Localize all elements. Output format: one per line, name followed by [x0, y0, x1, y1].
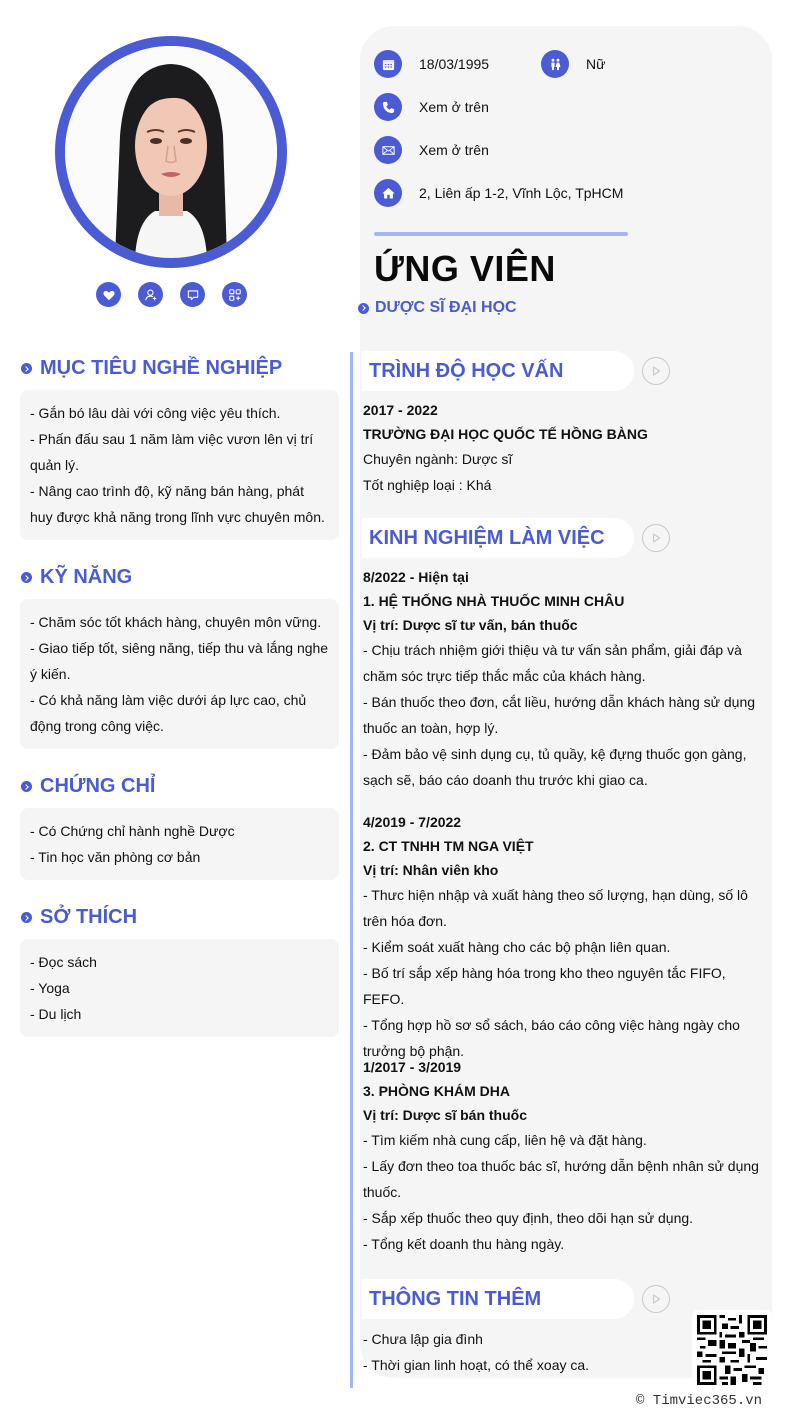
certificates-heading [21, 775, 155, 798]
chevron-circle-icon [21, 572, 32, 583]
job-position: Vị trí: Dược sĩ tư vấn, bán thuốc [363, 617, 578, 633]
experience-item [363, 810, 763, 1064]
job-duty: - Tổng kết doanh thu hàng ngày. [363, 1236, 565, 1252]
birthday-value: 18/03/1995 [419, 56, 490, 72]
skills-heading [21, 566, 132, 589]
job-duty: - Tìm kiếm nhà cung cấp, liên hệ và đặt hàng. [363, 1132, 647, 1148]
education-grade: Tốt nghiệp loại : Khá [363, 477, 492, 493]
hobbies-line: - Đọc sách [30, 954, 97, 970]
play-icon [650, 365, 662, 377]
social-actions [96, 282, 247, 307]
job-position: Vị trí: Dược sĩ bán thuốc [363, 1107, 527, 1123]
chevron-circle-icon [21, 912, 32, 923]
objective-line: - Phấn đấu sau 1 năm làm việc vươn lên vị trí quản lý. [30, 431, 314, 473]
education-block [363, 398, 763, 498]
avatar [55, 36, 287, 268]
phone-row [374, 93, 489, 121]
education-school: TRƯỜNG ĐẠI HỌC QUỐC TẾ HỒNG BÀNG [363, 426, 648, 442]
job-duty: - Sắp xếp thuốc theo quy định, theo dõi hạn sử dụng. [363, 1210, 694, 1226]
job-title [358, 299, 517, 317]
heart-icon [102, 288, 116, 302]
candidate-name: ỨNG VIÊN [374, 248, 556, 289]
job-duty: - Thưc hiện nhập và xuất hàng theo số lượng, hạn dùng, số lô trên hóa đơn. [363, 887, 748, 929]
more-button[interactable] [222, 282, 247, 307]
name-divider [374, 232, 628, 236]
like-button[interactable] [96, 282, 121, 307]
skills-line: - Có khả năng làm việc dưới áp lực cao, chủ động trong công việc. [30, 692, 307, 734]
play-icon [650, 1293, 662, 1305]
hobbies-line: - Yoga [30, 980, 70, 996]
skills-line: - Giao tiếp tốt, siêng năng, tiếp thu và lắng nghe ý kiến. [30, 640, 329, 682]
certificates-line: - Có Chứng chỉ hành nghề Dược [30, 823, 235, 839]
job-duty: - Đảm bảo vệ sinh dụng cụ, tủ quầy, kệ đựng thuốc gọn gàng, sạch sẽ, báo cáo doanh thu trước khi giao ca. [363, 746, 747, 788]
objective-line: - Nâng cao trình độ, kỹ năng bán hàng, phát huy được khả năng trong lĩnh vực chuyên môn. [30, 483, 325, 525]
address-value: 2, Liên ấp 1-2, Vĩnh Lộc, TpHCM [419, 185, 624, 201]
skills-title: KỸ NĂNG [40, 566, 133, 588]
skills-line: - Chăm sóc tốt khách hàng, chuyên môn vững. [30, 614, 322, 630]
hobbies-title: SỞ THÍCH [40, 906, 138, 928]
follow-button[interactable] [138, 282, 163, 307]
chat-icon [186, 288, 200, 302]
home-icon [374, 179, 402, 207]
certificates-line: - Tin học văn phòng cơ bản [30, 849, 201, 865]
job-position: Vị trí: Nhân viên kho [363, 862, 499, 878]
experience-title: KINH NGHIỆM LÀM VIỆC [369, 526, 605, 549]
job-duty: - Bán thuốc theo đơn, cắt liều, hướng dẫn khách hàng sử dụng thuốc an toàn, hợp lý. [363, 694, 756, 736]
chevron-circle-icon [21, 781, 32, 792]
phone-icon [374, 93, 402, 121]
certificates-box [20, 808, 339, 880]
hobbies-heading [21, 906, 137, 929]
chevron-circle-icon [358, 303, 369, 314]
additional-line: - Chưa lập gia đình [363, 1331, 483, 1347]
job-title-text: DƯỢC SĨ ĐẠI HỌC [375, 299, 517, 316]
experience-item [363, 1055, 763, 1257]
education-heading [362, 351, 634, 391]
job-duty: - Tổng hợp hồ sơ sổ sách, báo cáo công việc hàng ngày cho trưởng bộ phận. [363, 1017, 740, 1059]
hobbies-box [20, 939, 339, 1037]
additional-heading [362, 1279, 634, 1319]
gender-value: Nữ [586, 56, 606, 72]
hobbies-line: - Du lịch [30, 1006, 82, 1022]
email-row [374, 136, 489, 164]
qr-code[interactable] [692, 1310, 772, 1390]
birthday-row [374, 50, 489, 78]
play-icon [650, 532, 662, 544]
additional-title: THÔNG TIN THÊM [369, 1287, 542, 1310]
experience-play-button[interactable] [642, 524, 670, 552]
experience-heading [362, 518, 634, 558]
job-duty: - Chịu trách nhiệm giới thiệu và tư vấn sản phẩm, giải đáp và chăm sóc trực tiếp thắc mắc của khách hàng. [363, 642, 742, 684]
address-row [374, 179, 623, 207]
education-major: Chuyên ngành: Dược sĩ [363, 451, 513, 467]
apps-icon [228, 288, 242, 302]
objective-title: MỤC TIÊU NGHỀ NGHIỆP [40, 357, 283, 379]
column-divider [350, 352, 353, 1388]
objective-box [20, 390, 339, 540]
calendar-icon [374, 50, 402, 78]
education-period: 2017 - 2022 [363, 402, 438, 418]
phone-value[interactable]: Xem ở trên [419, 99, 489, 115]
education-play-button[interactable] [642, 357, 670, 385]
job-period: 1/2017 - 3/2019 [363, 1059, 462, 1075]
avatar-photo [65, 46, 277, 258]
job-period: 8/2022 - Hiện tại [363, 569, 469, 585]
job-period: 4/2019 - 7/2022 [363, 814, 462, 830]
gender-icon [541, 50, 569, 78]
additional-line: - Thời gian linh hoạt, có thể xoay ca. [363, 1357, 590, 1373]
experience-item [363, 565, 763, 793]
objective-line: - Gắn bó lâu dài với công việc yêu thích. [30, 405, 281, 421]
email-value[interactable]: Xem ở trên [419, 142, 489, 158]
job-duty: - Bố trí sắp xếp hàng hóa trong kho theo nguyên tắc FIFO, FEFO. [363, 965, 726, 1007]
skills-box [20, 599, 339, 749]
objective-heading [21, 357, 282, 380]
job-duty: - Lấy đơn theo toa thuốc bác sĩ, hướng dẫn bệnh nhân sử dụng thuốc. [363, 1158, 759, 1200]
copyright: © Timviec365.vn [636, 1393, 763, 1409]
education-title: TRÌNH ĐỘ HỌC VẤN [369, 359, 564, 382]
job-company: 1. HỆ THỐNG NHÀ THUỐC MINH CHÂU [363, 593, 625, 609]
message-button[interactable] [180, 282, 205, 307]
certificates-title: CHỨNG CHỈ [40, 775, 156, 797]
job-duty: - Kiểm soát xuất hàng cho các bộ phận liên quan. [363, 939, 671, 955]
chevron-circle-icon [21, 363, 32, 374]
job-company: 2. CT TNHH TM NGA VIỆT [363, 838, 534, 854]
additional-play-button[interactable] [642, 1285, 670, 1313]
add-user-icon [144, 288, 158, 302]
job-company: 3. PHÒNG KHÁM DHA [363, 1083, 511, 1099]
gender-row [541, 50, 605, 78]
mail-icon [374, 136, 402, 164]
qr-code-icon [697, 1315, 767, 1385]
